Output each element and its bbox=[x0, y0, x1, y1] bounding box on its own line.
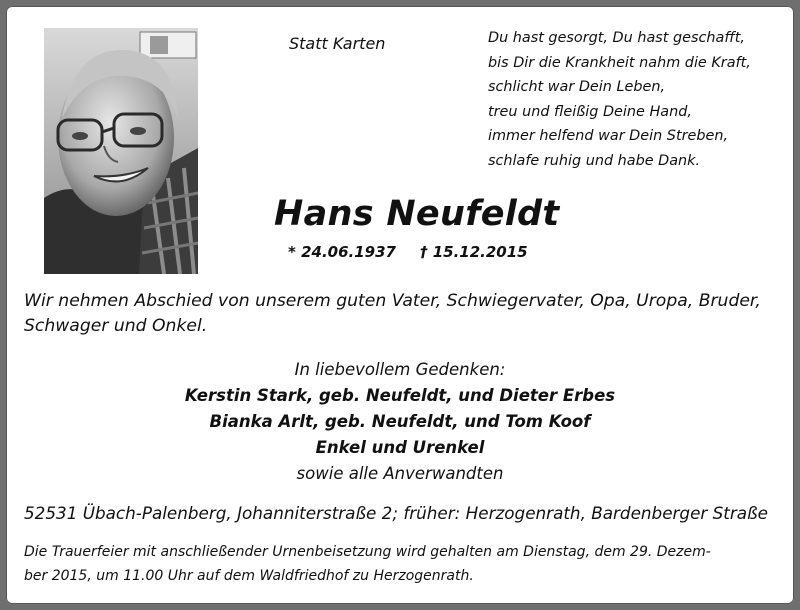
statt-karten-label: Statt Karten bbox=[289, 34, 386, 53]
poem-line: treu und fleißig Deine Hand, bbox=[488, 103, 692, 120]
birth-date: * 24.06.1937 bbox=[288, 243, 396, 261]
obituary-card bbox=[6, 6, 794, 604]
poem bbox=[488, 26, 751, 174]
life-dates bbox=[288, 243, 552, 261]
mourner-name: Bianka Arlt, geb. Neufeldt, und Tom Koof bbox=[209, 412, 591, 431]
portrait-illustration bbox=[44, 28, 198, 274]
ceremony-line: ber 2015, um 11.00 Uhr auf dem Waldfriedhof zu Herzogenrath. bbox=[24, 567, 474, 584]
ceremony-notice bbox=[24, 541, 794, 588]
portrait-photo bbox=[44, 28, 198, 274]
poem-line: schlafe ruhig und habe Dank. bbox=[488, 152, 701, 169]
poem-line: Du hast gesorgt, Du hast geschafft, bbox=[488, 30, 745, 46]
poem-line: immer helfend war Dein Streben, bbox=[488, 128, 729, 145]
ceremony-line: Die Trauerfeier mit anschließender Urnenbeisetzung wird gehalten am Dienstag, dem 29. Dezem- bbox=[24, 544, 711, 560]
poem-line: bis Dir die Krankheit nahm die Kraft, bbox=[488, 54, 751, 71]
deceased-name: Hans Neufeldt bbox=[274, 194, 560, 234]
death-date: † 15.12.2015 bbox=[419, 243, 528, 261]
poem-line: schlicht war Dein Leben, bbox=[488, 79, 666, 96]
mourners-closing: sowie alle Anverwandten bbox=[296, 464, 504, 483]
mourners-heading: In liebevollem Gedenken: bbox=[294, 360, 506, 379]
address-line: 52531 Übach-Palenberg, Johanniterstraße 2; früher: Herzogenrath, Bardenberger Straße bbox=[24, 503, 768, 523]
farewell-text: Wir nehmen Abschied von unserem guten Vater, Schwiegervater, Opa, Uropa, Bruder, Schwager und Onkel. bbox=[24, 291, 761, 336]
mourners-block bbox=[6, 357, 794, 487]
mourner-name: Kerstin Stark, geb. Neufeldt, und Dieter Erbes bbox=[184, 386, 616, 405]
mourner-name: Enkel und Urenkel bbox=[315, 438, 485, 457]
